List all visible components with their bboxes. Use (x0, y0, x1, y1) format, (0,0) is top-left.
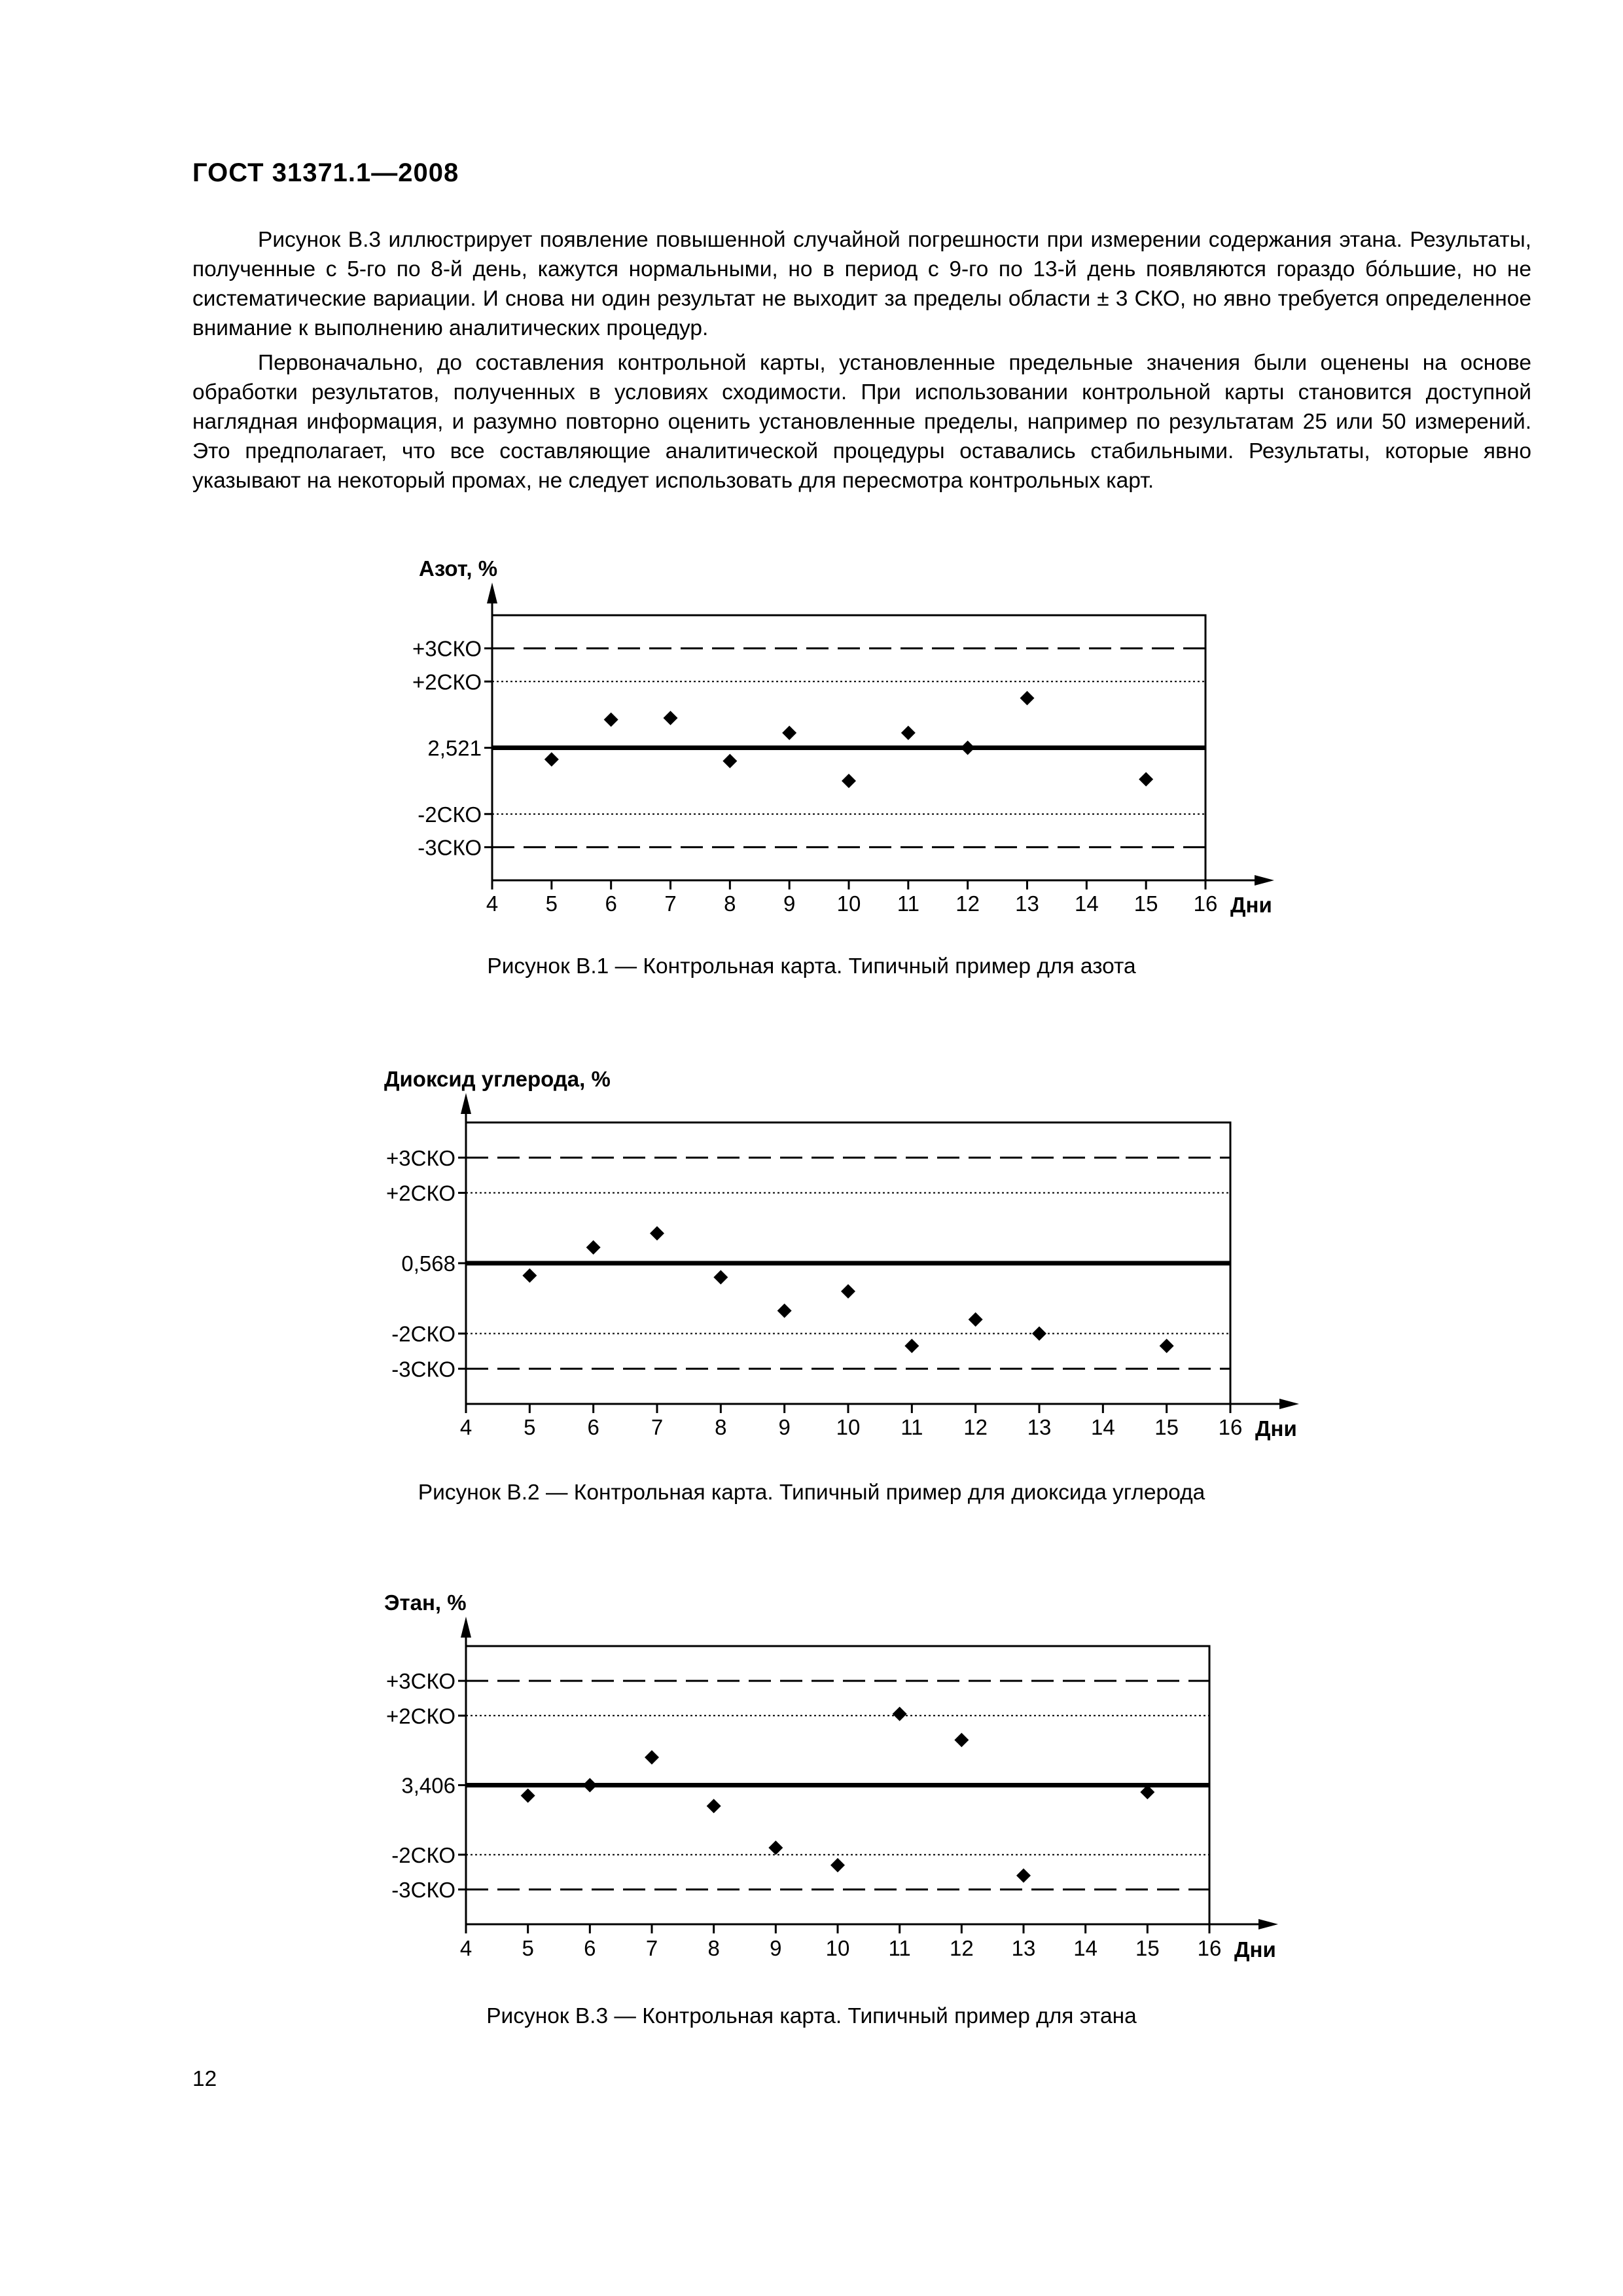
data-point (664, 711, 678, 725)
x-tick-label: 9 (770, 1936, 782, 1960)
y-tick-label: +3СКО (386, 1145, 455, 1170)
x-tick-label: 4 (459, 1936, 473, 1960)
data-point (1139, 772, 1153, 787)
y-tick-label: -3СКО (391, 1357, 455, 1382)
x-tick-label: 12 (955, 891, 980, 916)
caption-ethane: Рисунок В.3 — Контрольная карта. Типичный пример для этана (486, 2004, 1137, 2028)
x-tick-label: 11 (888, 1936, 911, 1960)
data-point (830, 1858, 845, 1873)
x-tick-label: 14 (1090, 1415, 1115, 1439)
x-tick-label: 6 (584, 1936, 596, 1960)
chart-nitrogen-svg (0, 550, 1623, 929)
x-tick-label: 16 (1218, 1415, 1243, 1439)
data-point (1020, 691, 1035, 706)
y-tick-label: -3СКО (391, 1877, 455, 1902)
paragraph-1 (192, 225, 1531, 343)
data-point (969, 1312, 983, 1327)
data-point (582, 1778, 597, 1793)
page-number: 12 (192, 2067, 217, 2091)
y-tick-label: 3,406 (401, 1773, 455, 1798)
data-point (521, 1788, 535, 1803)
data-point (645, 1750, 659, 1765)
x-tick-label: 11 (897, 891, 919, 916)
y-tick-label: 2,521 (427, 736, 482, 761)
x-tick-label: 4 (459, 1415, 473, 1439)
x-tick-label: 16 (1193, 891, 1218, 916)
data-point (782, 726, 796, 740)
data-point (954, 1732, 969, 1747)
data-point (841, 1284, 855, 1299)
x-tick-label: 10 (825, 1936, 850, 1960)
y-tick-label: +3СКО (412, 636, 482, 661)
y-tick-label: +2СКО (386, 1181, 455, 1206)
document-header: ГОСТ 31371.1—2008 (192, 158, 459, 187)
x-axis-label: Дни (1230, 893, 1272, 917)
x-tick-label: 14 (1073, 1936, 1098, 1960)
x-tick-label: 10 (836, 1415, 861, 1439)
y-axis-label: Азот, % (419, 556, 498, 581)
data-point (1032, 1327, 1046, 1341)
data-point (768, 1840, 783, 1855)
x-tick-label: 14 (1074, 891, 1099, 916)
x-tick-label: 12 (963, 1415, 988, 1439)
x-tick-label: 9 (783, 891, 796, 916)
data-point (901, 726, 916, 740)
x-axis-arrow-icon (1258, 1919, 1278, 1929)
paragraph-2 (192, 348, 1531, 495)
data-point (713, 1270, 728, 1285)
caption-nitrogen: Рисунок В.1 — Контрольная карта. Типичный пример для азота (487, 954, 1136, 978)
chart-co2 (0, 1060, 1623, 1453)
data-point (961, 741, 975, 755)
chart-co2-svg (0, 1060, 1623, 1453)
data-point (904, 1338, 919, 1353)
data-point (586, 1240, 601, 1255)
y-axis-label: Этан, % (384, 1590, 467, 1615)
x-tick-label: 6 (605, 891, 617, 916)
paragraph-1-text: Рисунок В.3 иллюстрирует появление повышенной случайной погрешности при измерении содержания этана. Результаты, полученные с 5-го по 8-й день, кажутся нормальными, но в период с 9-го по 13-й день появляются гораздо бо́льшие, но не систематические вариации. И снова ни один результат не выходит за пределы области ± 3 СКО, но явно требуется определенное внимание к выполнению аналитических процедур. (192, 228, 1531, 340)
x-axis-arrow-icon (1279, 1399, 1299, 1409)
x-tick-label: 4 (486, 891, 499, 916)
y-axis-arrow-icon (461, 1617, 471, 1638)
paragraph-2-text: Первоначально, до составления контрольной карты, установленные предельные значения были оценены на основе обработки результатов, полученных в условиях сходимости. При использовании контрольной карты становится доступной наглядная информация, и разумно повторно оценить установленные пределы, например по результатам 25 или 50 измерений. Это предполагает, что все составляющие аналитической процедуры оставались стабильными. Результаты, которые явно указывают на некоторый промах, не следует использовать для пересмотра контрольных карт. (192, 351, 1531, 493)
x-tick-label: 8 (715, 1415, 727, 1439)
x-tick-label: 15 (1133, 891, 1158, 916)
x-tick-label: 8 (707, 1936, 720, 1960)
x-tick-label: 8 (724, 891, 736, 916)
data-point (522, 1268, 537, 1283)
data-point (707, 1799, 721, 1813)
chart-ethane (0, 1584, 1623, 1977)
x-tick-label: 11 (901, 1415, 923, 1439)
data-point (544, 752, 559, 766)
x-tick-label: 6 (587, 1415, 599, 1439)
y-tick-label: -2СКО (391, 1321, 455, 1346)
data-point (842, 774, 856, 788)
x-tick-label: 10 (836, 891, 861, 916)
x-tick-label: 12 (949, 1936, 974, 1960)
x-axis-label: Дни (1234, 1937, 1276, 1962)
x-axis-label: Дни (1255, 1416, 1297, 1441)
y-tick-label: -3СКО (418, 835, 482, 860)
x-tick-label: 16 (1197, 1936, 1222, 1960)
x-tick-label: 5 (524, 1415, 536, 1439)
y-tick-label: -2СКО (418, 802, 482, 827)
x-tick-label: 5 (522, 1936, 534, 1960)
chart-ethane-svg (0, 1584, 1623, 1977)
caption-co2: Рисунок В.2 — Контрольная карта. Типичный пример для диоксида углерода (418, 1480, 1205, 1505)
y-tick-label: +2СКО (386, 1704, 455, 1729)
x-tick-label: 7 (645, 1936, 658, 1960)
y-axis-label: Диоксид углерода, % (384, 1067, 611, 1091)
y-axis-arrow-icon (487, 583, 497, 603)
x-tick-label: 15 (1135, 1936, 1160, 1960)
data-point (650, 1226, 664, 1240)
data-point (777, 1304, 792, 1318)
x-tick-label: 13 (1015, 891, 1039, 916)
x-tick-label: 13 (1011, 1936, 1036, 1960)
x-tick-label: 15 (1154, 1415, 1179, 1439)
x-tick-label: 7 (664, 891, 677, 916)
y-tick-label: +2СКО (412, 670, 482, 694)
data-point (1160, 1338, 1174, 1353)
data-point (893, 1707, 907, 1721)
chart-nitrogen (0, 550, 1623, 929)
x-tick-label: 13 (1027, 1415, 1052, 1439)
y-tick-label: +3СКО (386, 1669, 455, 1694)
x-axis-arrow-icon (1255, 875, 1274, 886)
y-tick-label: -2СКО (391, 1842, 455, 1867)
y-axis-arrow-icon (461, 1093, 471, 1114)
x-tick-label: 9 (778, 1415, 791, 1439)
data-point (604, 712, 618, 726)
x-tick-label: 5 (545, 891, 558, 916)
data-point (722, 754, 737, 768)
x-tick-label: 7 (651, 1415, 664, 1439)
y-tick-label: 0,568 (401, 1251, 455, 1276)
data-point (1016, 1869, 1031, 1883)
